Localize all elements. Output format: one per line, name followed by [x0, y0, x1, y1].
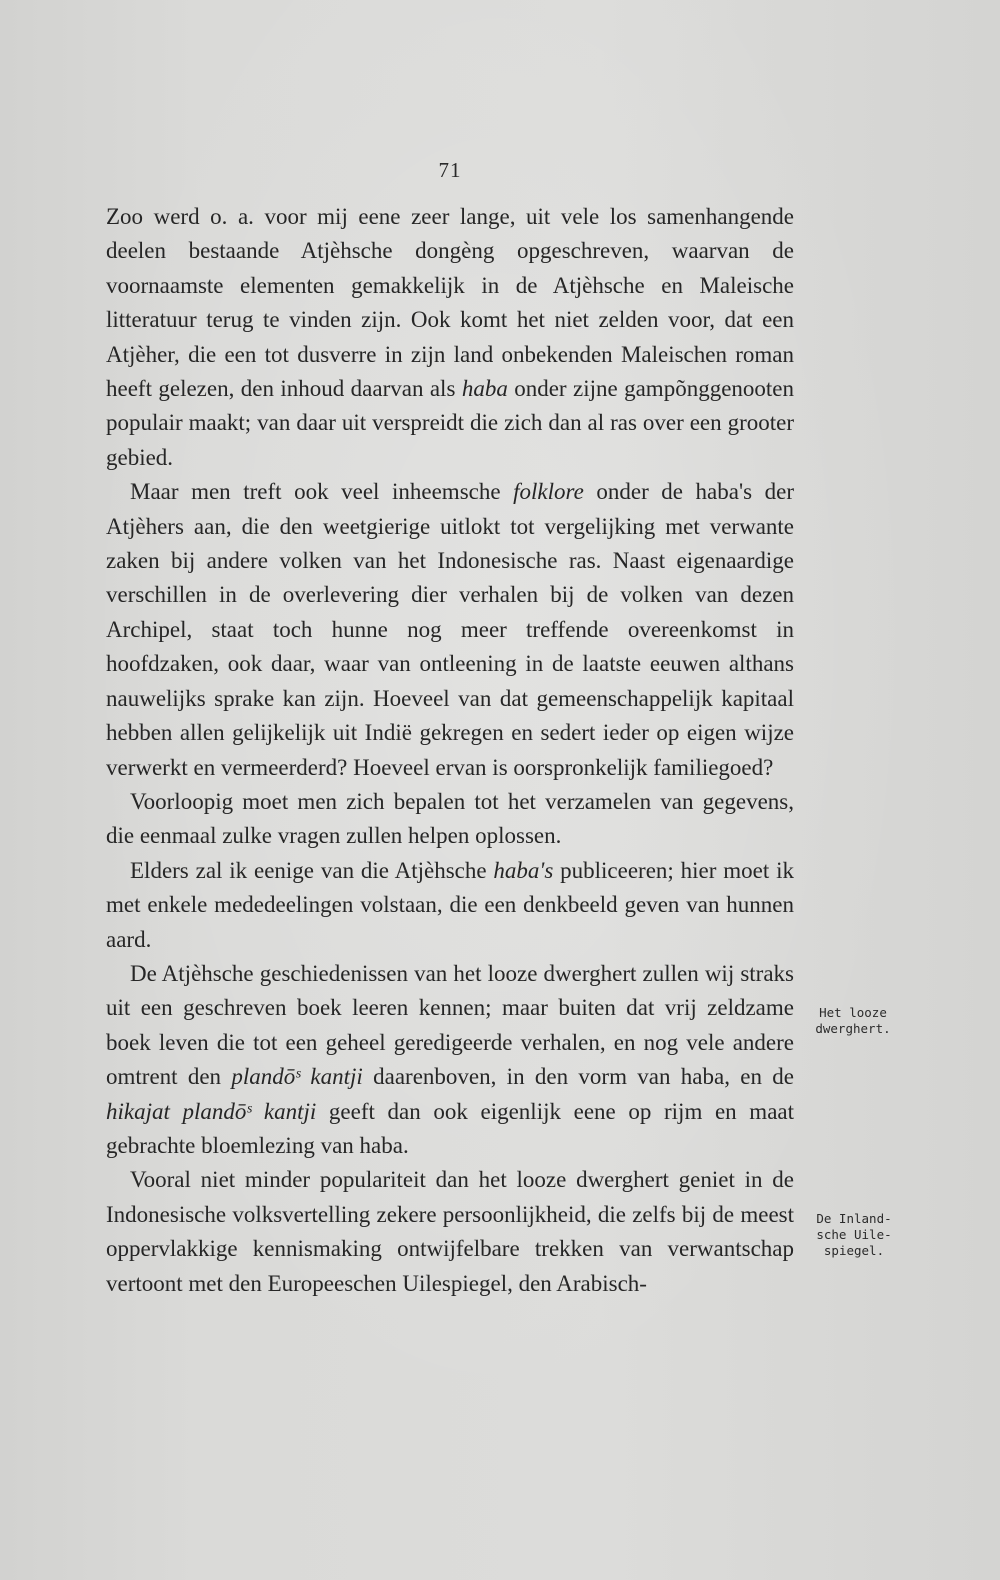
paragraph-text: Zoo werd o. a. voor mij eene zeer lange, uit vele los samenhangende deelen bestaande Atjèhsche dongèng opgeschreven, waarvan de voornaamste elementen gemakkelijk in de Atjèhsche en Maleische litteratuur terug te vinden zijn. Ook komt het niet zelden voor, dat een Atjèher, die een tot dusverre in zijn land onbekenden Maleischen roman heeft gelezen, den inhoud daarvan als — [106, 204, 794, 402]
paragraph-text: onder de haba's der Atjèhers aan, die den weetgierige uitlokt tot vergelijking met verwante zaken bij andere volken van het Indonesische ras. Naast eigenaardige verschillen in de overlevering dier verhalen bij de volken van dezen Archipel, staat toch hunne nog meer treffende overeenkomst in hoofdzaken, ook daar, waar van ontleening in de laatste eeuwen althans nauwelijks sprake kan zijn. Hoeveel van dat gemeenschappelijk kapitaal hebben allen gelijkelijk uit Indië gekregen en sedert ieder op eigen wijze verwerkt en vermeerderd? Hoeveel ervan is oorspronkelijk familiegoed? — [106, 479, 794, 780]
paragraph-text: Voorloopig moet men zich bepalen tot het verzamelen van gegevens, die eenmaal zulke vragen zullen helpen oplossen. — [106, 788, 794, 849]
italic-term: hikajat plandōˢ kantji — [106, 1098, 317, 1124]
page-number: 71 — [438, 158, 462, 182]
paragraph-text: Maar men treft ook veel inheemsche — [130, 479, 514, 505]
paragraph-2 — [106, 475, 794, 785]
margin-note-dwerghert: Het looze dwerghert. — [815, 1005, 891, 1036]
italic-term: haba's — [493, 857, 554, 883]
paragraph-text: daarenboven, in den vorm van haba, en de — [362, 1064, 794, 1090]
italic-term: folklore — [513, 479, 584, 505]
paragraph-text: Elders zal ik eenige van die Atjèhsche — [130, 857, 494, 883]
margin-note-uilespiegel: De Inland- sche Uile- spiegel. — [816, 1211, 892, 1258]
paragraph-text: De Atjèhsche geschiedenissen van het looze dwerghert zullen wij straks uit een geschreven boek leeren kennen; maar buiten dat vrij zeldzame boek leven die tot een geheel geredigeerde verhalen, en nog vele andere omtrent den — [106, 960, 794, 1090]
italic-term: haba — [461, 376, 508, 402]
paragraph-4 — [106, 854, 794, 957]
paragraph-text: onder zijne gampõnggenooten populair maakt; van daar uit verspreidt die zich dan al ras over een grooter gebied. — [106, 376, 794, 470]
italic-term: plandōˢ kantji — [231, 1064, 363, 1090]
paragraph-5 — [106, 957, 794, 1163]
paragraph-3 — [106, 785, 794, 854]
paragraph-text: geeft dan ook eigenlijk eene op rijm en maat gebrachte bloemlezing van haba. — [106, 1098, 795, 1158]
paragraph-1 — [106, 200, 794, 475]
paragraph-text: publiceeren; hier moet ik met enkele mededeelingen volstaan, die een denkbeeld geven van hunnen aard. — [106, 857, 794, 952]
paragraph-text: Vooral niet minder populariteit dan het looze dwerghert geniet in de Indonesische volksvertelling zekere persoonlijkheid, die zelfs bij de meest oppervlakkige kennismaking ontwijfelbare trekken van verwantschap vertoont met den Europeeschen Uilespiegel, den Arabisch- — [106, 1167, 794, 1296]
paragraph-6 — [106, 1163, 794, 1301]
body-text — [106, 200, 794, 1301]
